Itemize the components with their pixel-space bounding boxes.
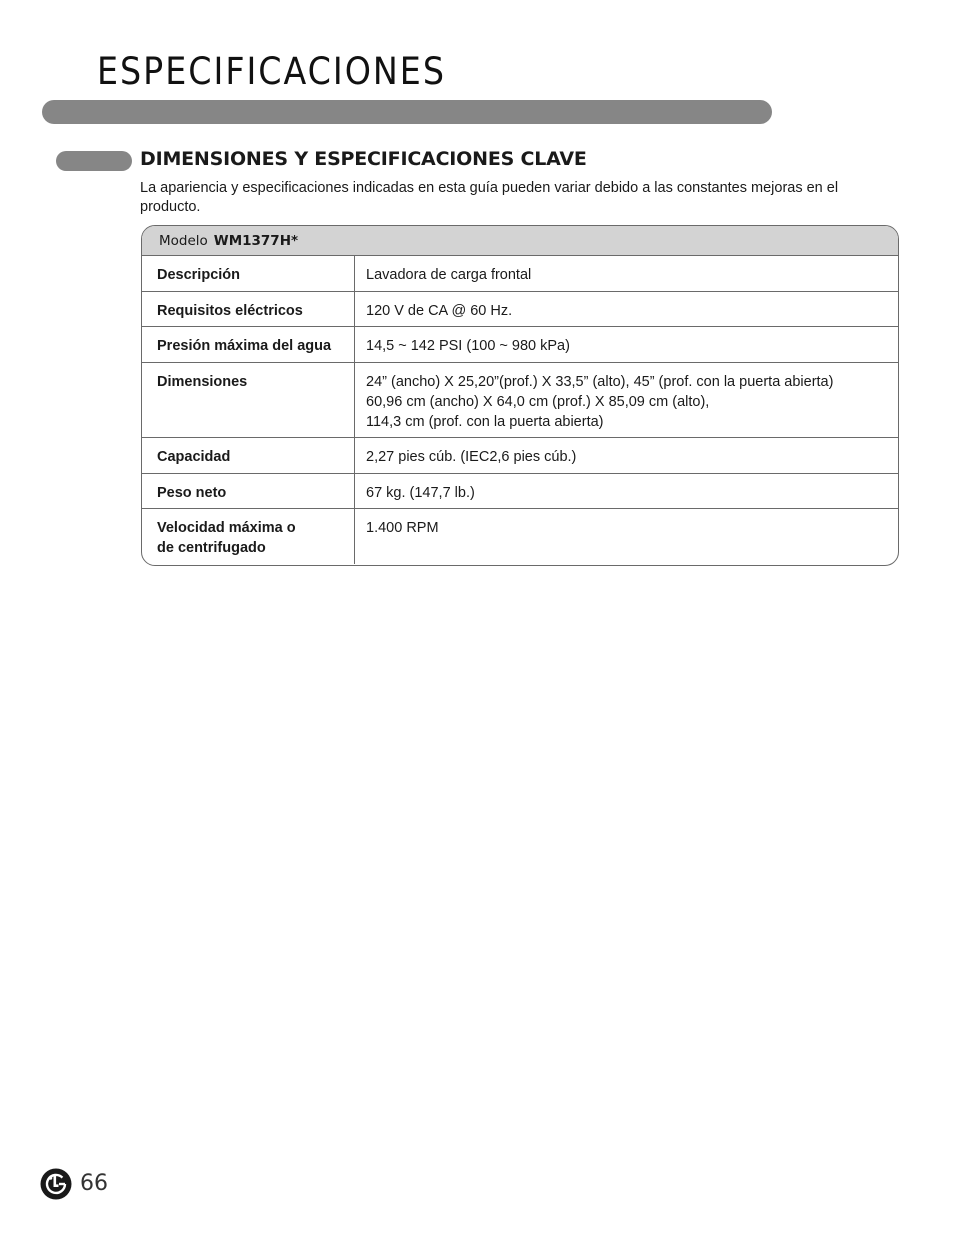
row-value xyxy=(355,256,898,291)
row-value xyxy=(355,327,898,362)
lg-logo-icon xyxy=(40,1168,72,1200)
row-value-line: Lavadora de carga frontal xyxy=(366,267,532,283)
table-row xyxy=(142,363,898,438)
row-value-line: 2,27 pies cúb. (IEC2,6 pies cúb.) xyxy=(366,449,577,465)
row-value-line: 120 V de CA @ 60 Hz. xyxy=(366,303,513,319)
row-value xyxy=(355,509,898,564)
row-value-line: 1.400 RPM xyxy=(366,520,439,536)
model-value: WM1377H* xyxy=(213,233,299,249)
title-divider-bar xyxy=(42,100,772,124)
table-row xyxy=(142,509,898,564)
model-label: Modelo xyxy=(159,233,208,249)
table-row xyxy=(142,327,898,363)
row-value-line: 114,3 cm (prof. con la puerta abierta) xyxy=(366,414,604,430)
row-value xyxy=(355,438,898,473)
table-row xyxy=(142,292,898,327)
row-label: Velocidad máxima o de centrifugado xyxy=(142,509,355,564)
row-value-line: 14,5 ~ 142 PSI (100 ~ 980 kPa) xyxy=(366,338,570,354)
row-label: Peso neto xyxy=(142,474,355,508)
row-label: Presión máxima del agua xyxy=(142,327,355,362)
model-header xyxy=(142,226,898,256)
page-title: ESPECIFICACIONES xyxy=(97,50,446,93)
section-heading: DIMENSIONES Y ESPECIFICACIONES CLAVE xyxy=(140,148,587,170)
row-label: Dimensiones xyxy=(142,363,355,437)
row-value xyxy=(355,363,898,437)
spec-table xyxy=(141,225,899,566)
row-value xyxy=(355,292,898,326)
page-number: 66 xyxy=(80,1171,108,1196)
row-label: Requisitos eléctricos xyxy=(142,292,355,326)
table-row xyxy=(142,474,898,509)
row-value-line: 24” (ancho) X 25,20”(prof.) X 33,5” (alto), 45” (prof. con la puerta abierta) xyxy=(366,374,834,390)
table-row xyxy=(142,438,898,474)
row-label: Descripción xyxy=(142,256,355,291)
section-marker-pill xyxy=(56,151,132,171)
row-label: Capacidad xyxy=(142,438,355,473)
intro-paragraph: La apariencia y especificaciones indicadas en esta guía pueden variar debido a las constantes mejoras en el producto. xyxy=(140,180,839,215)
table-row xyxy=(142,256,898,292)
row-value-line: 67 kg. (147,7 lb.) xyxy=(366,485,475,501)
row-value xyxy=(355,474,898,508)
row-value-line: 60,96 cm (ancho) X 64,0 cm (prof.) X 85,09 cm (alto), xyxy=(366,394,710,410)
